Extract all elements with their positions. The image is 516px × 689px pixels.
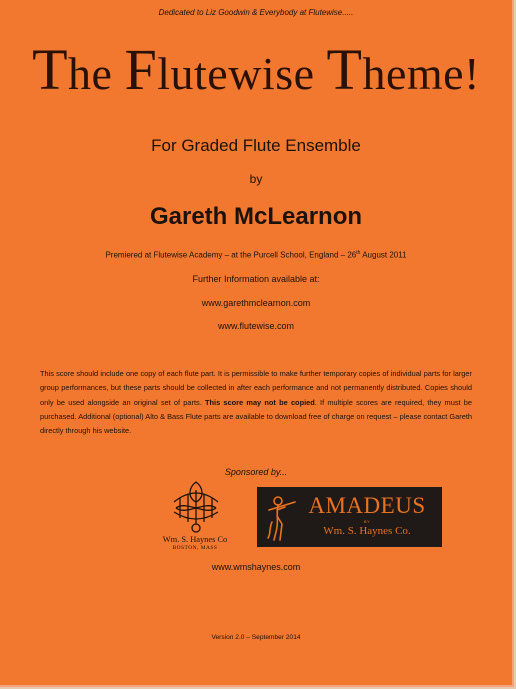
subtitle: For Graded Flute Ensemble	[151, 136, 361, 155]
title-part: he	[68, 48, 125, 99]
premiere-suffix: August 2011	[360, 250, 407, 260]
by-line: by	[249, 172, 263, 186]
title-part: F	[124, 37, 158, 102]
composer-website-link[interactable]: www.garethmclearnon.com	[201, 298, 311, 308]
title-part: T	[326, 37, 363, 102]
amadeus-wordmark: AMADEUS	[308, 493, 426, 518]
haynes-city: BOSTON, MASS	[172, 545, 218, 551]
amadeus-logo	[257, 487, 442, 547]
notice-bold: This score may not be copied	[205, 397, 315, 407]
haynes-company-name: Wm. S. Haynes Co	[162, 535, 228, 544]
copyright-notice	[40, 367, 472, 438]
composer-name: Gareth McLearnon	[149, 203, 363, 230]
further-info: Further Information available at:	[192, 274, 320, 284]
sponsor-website-link[interactable]: www.wmshaynes.com	[211, 562, 301, 572]
notice-text-end: . If multiple scores are required, they must be purchased. Additional (optional) Alto & Bass Flute parts are available to download free of charge on request – please contact Gareth directly through his website.	[40, 397, 473, 436]
title-part: T	[32, 37, 69, 102]
premiere-superscript: th	[356, 250, 361, 256]
amadeus-maker: Wm. S. Haynes Co.	[323, 525, 411, 537]
flutewise-website-link[interactable]: www.flutewise.com	[217, 321, 295, 331]
sponsored-by: Sponsored by...	[224, 467, 288, 477]
dedication: Dedicated to Liz Goodwin & Everybody at Flutewise.....	[158, 8, 354, 17]
title-part: lutewise	[157, 48, 327, 99]
amadeus-by: BY	[363, 519, 371, 524]
flutist-figure-icon	[265, 492, 299, 542]
notice-text: This score should include one copy of each flute part. It is permissible to make further temporary copies of individual parts for larger group performances, but these parts should be collected in after each performance and not permanently distributed. Copies should only be used alongside an original set of parts.	[40, 369, 472, 407]
title	[0, 36, 512, 103]
haynes-logo-text	[140, 535, 250, 553]
premiere-text: Premiered at Flutewise Academy – at the Purcell School, England – 26	[105, 250, 357, 260]
version-line: Version 2.0 – September 2014	[211, 634, 301, 641]
haynes-monogram-logo	[168, 478, 224, 536]
title-part: heme!	[362, 48, 480, 99]
premiere-line	[0, 250, 512, 260]
